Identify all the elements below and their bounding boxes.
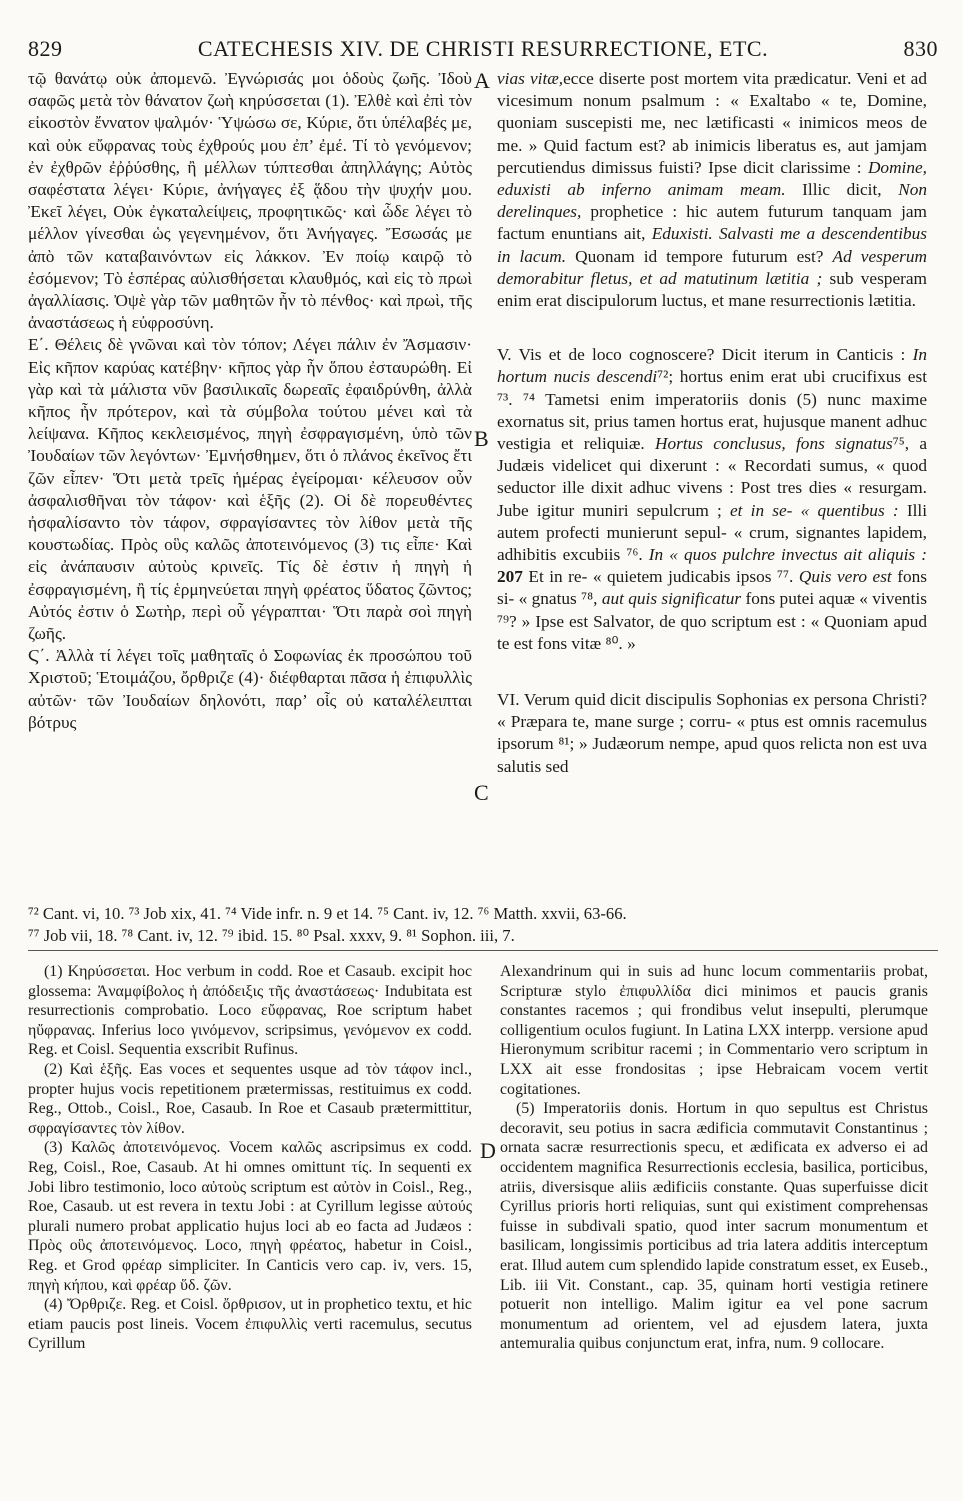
latin-paragraph-1: vias vitæ,ecce diserte post mortem vita prædicatur. Veni et ad vicesimum nonum psalmum : « Exaltabo « te, Domine, quoniam suscepisti me, nec lætificasti « inimicos meos de me. » Quid factum est? ab inimicis liberatus es, aut jamjam percutiendus dimissus fuisti? Ipse dicit clarissime : Domine, eduxisti ab inferno animam meam. Illic dicit, Non derelinques, prophetice : hic autem futurum tanquam jam factum enuntians ait, Eduxisti. Salvasti me a descendentibus in lacum. Quonam id tempore futurum est? Ad vesperum demorabitur fletus, et ad matutinum lætitia ; sub vesperam enim erat discipulorum luctus, et mane resurrectionis lætitia. xyxy=(497,69,928,311)
margin-letter-d: D xyxy=(480,1138,496,1163)
scripture-citations xyxy=(28,903,938,946)
greek-paragraph-3: Ϛ΄. Ἀλλὰ τί λέγει τοῖς μαθηταῖς ὁ Σοφωνίας ἐκ προσώπου τοῦ Χριστοῦ; Ἑτοιμάζου, ὄρθριζε (4)· διέφθαρται πᾶσα ἡ ἐπιφυλλὶς αὐτῶν· τῶν Ἰουδαίων δηλονότι, παρ’ οἷς οὐ καταλέλειπται βότρυς xyxy=(28,646,472,732)
margin-letter-a: A xyxy=(474,68,490,93)
footnote-4: (4) Ὄρθριζε. Reg. et Coisl. ὄρθρισον, ut in prophetico textu, et hic etiam paucis post lineis. Vocem ἐπιφυλλὶς verti racemulus, secutus Cyrillum xyxy=(28,1296,472,1353)
latin-paragraph-3: VI. Verum quid dicit discipulis Sophonias ex persona Christi? « Præpara te, mane surge ; corru- « ptus est omnis racemulus ipsorum ⁸¹; » Judæorum nempe, apud quos relicta non est uva salutis sed xyxy=(497,690,927,776)
footnotes-right-column xyxy=(500,962,928,1354)
footnote-1: (1) Κηρύσσεται. Hoc verbum in codd. Roe et Casaub. excipit hoc glossema: Ἀναμφίβολος ἡ ἀπόδειξις τῆς ἀναστάσεως· Indubitata est resurrectionis comprobatio. Loco εὔφρανας, Roe scriptum habet ηὔφρανας. Inferius loco γινόμενον, scripsimus, γενόμενον ex codd. Reg. et Coisl. Sequentia exscribit Rufinus. xyxy=(28,963,472,1059)
footnote-5: (5) Imperatoriis donis. Hortum in quo sepultus est Christus decoravit, seu potius in sacra ædificia commutavit Constantinus ; ornata sacræ resurrectionis specu, et ædificata ex adverso ei ad occidentem magnifica Resurrectionis ecclesia, basilica, porticibus, atriis, diversisque aliis ædificiis constante. Quas superfuisse dicit Cyrillus prioris horti reliquias, sunt qui existiment comprehensas fuisse in subdivali spatio, quod inter sacrum monumentum et basilicam, longissimis porticibus ad tria latera additis interceptum erat. Illud autem cum splendido lapide constratum esset, ex Euseb., Lib. iii Vit. Constant., cap. 35, quinam horti vestigia retinere potuerit non intelligo. Malim igitur ea vel pone sacrum monumentum ad orientem, vel ad ejusdem latera, juxta antemuralia quibus conjunctum erat, infra, num. 9 collocare. xyxy=(500,1100,928,1353)
footnote-divider xyxy=(28,950,938,951)
margin-letter-b: B xyxy=(474,426,489,451)
page-number-right: 830 xyxy=(903,36,938,61)
footnote-4-continued: Alexandrinum qui in suis ad hunc locum commentariis probat, Scripturæ stylo ἐπιφυλλίδα dici minimos et paucis granis constantes racemos ; qui frondibus velut insepulti, plerumque colligentium oculos fugiunt. In Latina LXX interpp. versione apud Hieronymum scribitur racemi ; in Commentario vero scriptum in LXX ait esse frondositas ; ipse Hebraicam vocem vertit cogitationes. xyxy=(500,963,928,1098)
footnotes-left-column xyxy=(28,962,472,1354)
running-title: CATECHESIS XIV. DE CHRISTI RESURRECTIONE, ETC. xyxy=(197,36,769,61)
page-number-left: 829 xyxy=(28,36,63,61)
margin-letter-c: C xyxy=(474,780,489,805)
latin-paragraph-2: V. Vis et de loco cognoscere? Dicit iterum in Canticis : In hortum nucis descendi⁷²; hortus enim erat ubi crucifixus est ⁷³. ⁷⁴ Tametsi enim imperatoriis donis (5) nunc maxime exornatus sit, prius tamen hortus erat, hujusque manent adhuc vestigia et reliquiæ. Hortus conclusus, fons signatus⁷⁵, a Judæis videlicet qui dixerunt : « Recordati sumus, « quod seductor ille dixit adhuc vivens : Post tres dies « resurgam. Jube igitur muniri sepulcrum ; et in se- « quentibus : Illi autem profecti munierunt sepul- « crum, signantes lapidem, adhibitis excubiis ⁷⁶. In « quos pulchre invectus ait aliquis : 207 Et in re- « quietem judicabis ipsos ⁷⁷. Quis vero est fons si- « gnatus ⁷⁸, aut quis significatur fons putei aquæ « viventis ⁷⁹? » Ipse est Salvator, de quo scriptum est : « Quoniam apud te est fons vitæ ⁸⁰. » xyxy=(497,345,928,653)
citation-line-2: ⁷⁷ Job vii, 18. ⁷⁸ Cant. iv, 12. ⁷⁹ ibid. 15. ⁸⁰ Psal. xxxv, 9. ⁸¹ Sophon. iii, 7. xyxy=(28,925,515,945)
greek-paragraph-1: τῷ θανάτῳ οὐκ ἀπομενῶ. Ἐγνώρισάς μοι ὁδοὺς ζωῆς. Ἰδοὺ σαφῶς μετὰ τὸν θάνατον ζωὴ κηρύσσεται (1). Ἐλθὲ καὶ ἐπὶ τὸν εἰκοστὸν ἔννατον ψαλμόν· Ὑψώσω σε, Κύριε, ὅτι ὑπέλαβές με, καὶ οὐκ εὔφρανας τοὺς ἐχθρούς μου ἐπ’ ἐμέ. Τί τὸ γενόμενον; ἐν ἐχθρῶν ἐῤῥύσθης, ἢ μέλλων τύπτεσθαι ἀπηλλάγης; Αὐτὸς σαφέστατα λέγει· Κύριε, ἀνήγαγες ἐξ ᾅδου τὴν ψυχήν μου. Ἐκεῖ λέγει, Οὐκ ἐγκαταλείψεις, προφητικῶς· καὶ ὧδε λέγει τὸ μέλλον γίνεσθαι ὡς γεγενημένον, ὅτι Ἀνήγαγες. Ἔσωσάς με ἀπὸ τῶν καταβαινόντων εἰς λάκκον. Ἐν ποίῳ καιρῷ τὸ ἐσόμενον; Τὸ ἑσπέρας αὐλισθήσεται κλαυθμός, καὶ εἰς τὸ πρωὶ ἀγαλλίασις. Ὀψὲ γὰρ τῶν μαθητῶν ἦν τὸ πένθος· καὶ πρωὶ, τῆς ἀναστάσεως ἡ εὐφροσύνη. xyxy=(28,69,472,333)
greek-paragraph-2: Ε΄. Θέλεις δὲ γνῶναι καὶ τὸν τόπον; Λέγει πάλιν ἐν Ἄσμασιν· Εἰς κῆπον καρύας κατέβην· κῆπος γὰρ ἦν ὅπου ἐσταυρώθη. Εἰ γὰρ καὶ τὰ μάλιστα νῦν βασιλικαῖς δωρεαῖς ἐφαιδρύνθη, ἀλλὰ κῆπος ἦν πρότερον, καὶ τὰ σύμβολα τούτου μένει καὶ τὰ λείψανα. Κῆπος κεκλεισμένος, πηγὴ ἐσφραγισμένη, ὑπὸ τῶν Ἰουδαίων τῶν λεγόντων· Ἐμνήσθημεν, ὅτι ὁ πλάνος ἐκεῖνος ἔτι ζῶν εἶπεν· Ὅτι μετὰ τρεῖς ἡμέρας ἐγείρομαι· κέλευσον οὖν ἀσφαλισθῆναι τὸν τάφον· καὶ ἑξῆς (2). Οἱ δὲ πορευθέντες ἠσφαλίσαντο τὸν τάφον, σφραγίσαντες τὸν λίθον μετὰ τῆς κουστωδίας. Πρὸς οὓς καλῶς ἀποτεινόμενος (3) τις εἶπε· Καὶ εἰς ἀνάπαυσιν αὐτοὺς κρινεῖς. Τίς δὲ ἐστιν ἡ πηγὴ ἡ ἐσφραγισμένη, ἢ τίς ἑρμηνεύεται πηγὴ φρέατος ὕδατος ζῶντος; Αὐτός ἐστιν ὁ Σωτὴρ, περὶ οὗ γέγραπται· Ὅτι παρὰ σοὶ πηγὴ ζωῆς. xyxy=(28,335,472,644)
greek-text-column xyxy=(28,68,472,734)
page-header xyxy=(28,36,938,62)
citation-line-1: ⁷² Cant. vi, 10. ⁷³ Job xix, 41. ⁷⁴ Vide infr. n. 9 et 14. ⁷⁵ Cant. iv, 12. ⁷⁶ Matth. xxvii, 63-66. xyxy=(28,904,627,923)
column-marker: 207 xyxy=(497,567,523,587)
footnote-2: (2) Καὶ ἑξῆς. Eas voces et sequentes usque ad τὸν τάφον incl., propter hujus vocis repetitionem prætermissas, restituimus ex codd. Reg., Ottob., Coisl., Roe, Casaub. In Roe et Casaub prætermittitur, σφραγίσαντες τὸν λίθον. xyxy=(28,1060,472,1137)
latin-text-column xyxy=(497,68,927,778)
footnote-3: (3) Καλῶς ἀποτεινόμενος. Vocem καλῶς ascripsimus ex codd. Reg, Coisl., Roe, Casaub. At hi omnes omittunt τίς. In sequenti ex Jobi libro testimonio, loco αὐτοὺς scriptum est αὐτὸν in Coisl., Reg., Roe, Casaub. ut est revera in textu Jobi : at Cyrillum legisse αὐτούς plurali numero probat applicatio hujus loci ab eo facta ad Judæos : Πρὸς οὓς ἀποτεινόμενος. Loco, πηγὴ φρέατος, habetur in Coisl., Reg. et Grod φρέαρ simpliciter. In Canticis vero cap. iv, vers. 15, πηγὴ κήπου, καὶ φρέαρ ὕδ. ζῶν. xyxy=(28,1139,472,1294)
